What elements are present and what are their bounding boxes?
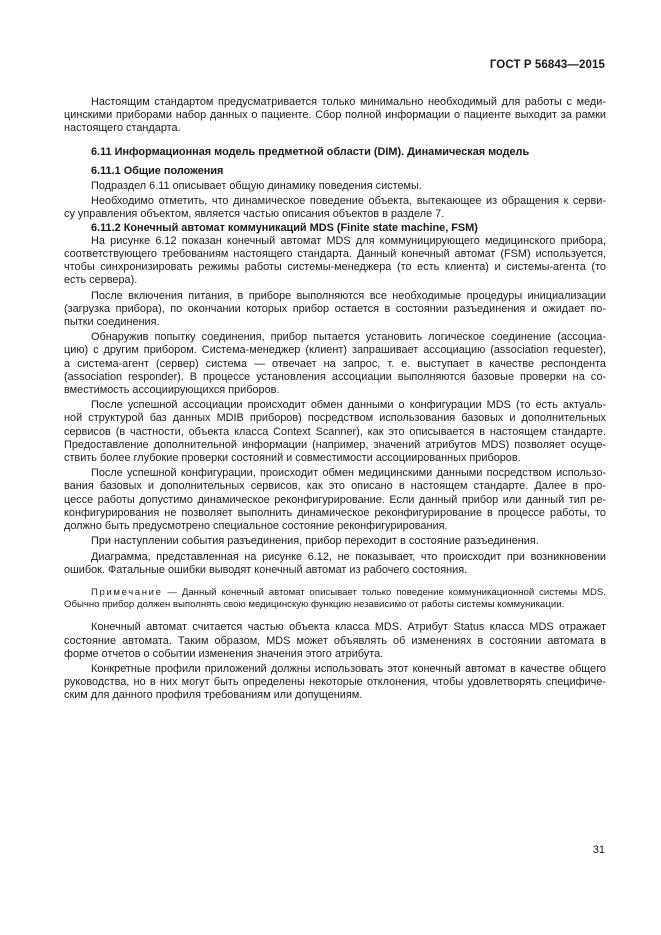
subsection-heading-6-11-1: 6.11.1 Общие положения	[91, 164, 224, 177]
paragraph-object-behavior: Необходимо отметить, что динамическое поведение объекта, вытекающее из обращения к серви- су управления объектом, является частью описания объектов в разделе 7.	[64, 195, 606, 221]
paragraph-intro: Настоящим стандартом предусматривается только минимально необходимый для работы с меди- цинскими приборами набор данных о пациенте. Сбор полной информации о пациенте выходит за рамки настоящего стандарта.	[64, 96, 606, 135]
subsection-heading-6-11-2: 6.11.2 Конечный автомат коммуникаций MDS (Finite state machine, FSM)	[91, 221, 478, 234]
section-heading-6-11: 6.11 Информационная модель предметной области (DIM). Динамическая модель	[91, 145, 530, 158]
paragraph-status-attribute: Конечный автомат считается частью объекта класса MDS. Атрибут Status класса MDS отражает состояние автомата. Таким образом, MDS может объявлять об изменениях в состоянии автомата в форме отчетов о событии изменения значения этого атрибута.	[64, 621, 606, 660]
page-number: 31	[592, 844, 605, 856]
paragraph-profiles: Конкретные профили приложений должны использовать этот конечный автомат в качестве общего руководства, но в них могут быть определены некоторые отклонения, чтобы удовлетворять специфиче- ским для данного профиля требованиям или допущениям.	[64, 662, 606, 702]
paragraph-reconfiguration: После успешной конфигурации, происходит обмен медицинскими данными посредством использо- вания базовых и дополнительных сервисов, как это описано в настоящем стандарте. Далее в про- цессе работы допустимо динамическое реконфигурирование. Если данный прибор или данный тип ре- конфигурирования не позволяет выполнить динамическое реконфигурирование в процессе работы, то должно быть предусмотрено специальное состояние реконфигурирования.	[64, 467, 606, 533]
note-block: Примечание — Данный конечный автомат описывает только поведение коммуникационной системы MDS. Обычно прибор должен выполнять свою медицинскую функцию независимо от работы системы коммуникации.	[64, 586, 606, 611]
document-header: ГОСТ Р 56843—2015	[489, 59, 605, 71]
paragraph-disconnect: При наступлении события разъединения, прибор переходит в состояние разъединения.	[91, 535, 539, 548]
paragraph-association: Обнаружив попытку соединения, прибор пытается установить логическое соединение (ассоциа- цию) с другим прибором. Система-менеджер (клиент) запрашивает ассоциацию (association requester), а система-агент (сервер) система — отвечает на запрос, т. е. выступает в качестве респондента (association responder). В процессе установления ассоциации выполняются базовые проверки на со- вместимость ассоциирующихся приборов.	[64, 331, 606, 397]
paragraph-configuration: После успешной ассоциации происходит обмен данными о конфигурации MDS (то есть актуаль- ной структурой баз данных MDIB приборов) посредством использования базовых и дополнительных сервисов (в частности, объекта класса Context Scanner), как это описывается в настоящем стандарте. Предоставление дополнительной информации (например, значений атрибутов MDS) позволяет осуще- ствить более глубокие проверки состояний и совместимости ассоциированных приборов.	[64, 399, 606, 465]
paragraph-errors: Диаграмма, представленная на рисунке 6.12, не показывает, что происходит при возникновении ошибок. Фатальные ошибки выводят конечный автомат из рабочего состояния.	[64, 550, 606, 576]
paragraph-fsm-figure: На рисунке 6.12 показан конечный автомат MDS для коммуницирующего медицинского прибора, соответствующего требованиям настоящего стандарта. Данный конечный автомат (FSM) используется, чтобы синхронизировать режимы работы системы-менеджера (то есть клиента) и системы-агента (то есть сервера).	[64, 234, 606, 287]
document-body	[64, 96, 606, 703]
note-lead: Примечание	[91, 586, 163, 598]
paragraph-general-dynamics: Подраздел 6.11 описывает общую динамику поведения системы.	[91, 180, 422, 193]
paragraph-power-on: После включения питания, в приборе выполняются все необходимые процедуры инициализации (загрузка прибора), по окончании которых прибор остается в состоянии разъединения и ожидает по- пытки соединения.	[64, 289, 606, 329]
